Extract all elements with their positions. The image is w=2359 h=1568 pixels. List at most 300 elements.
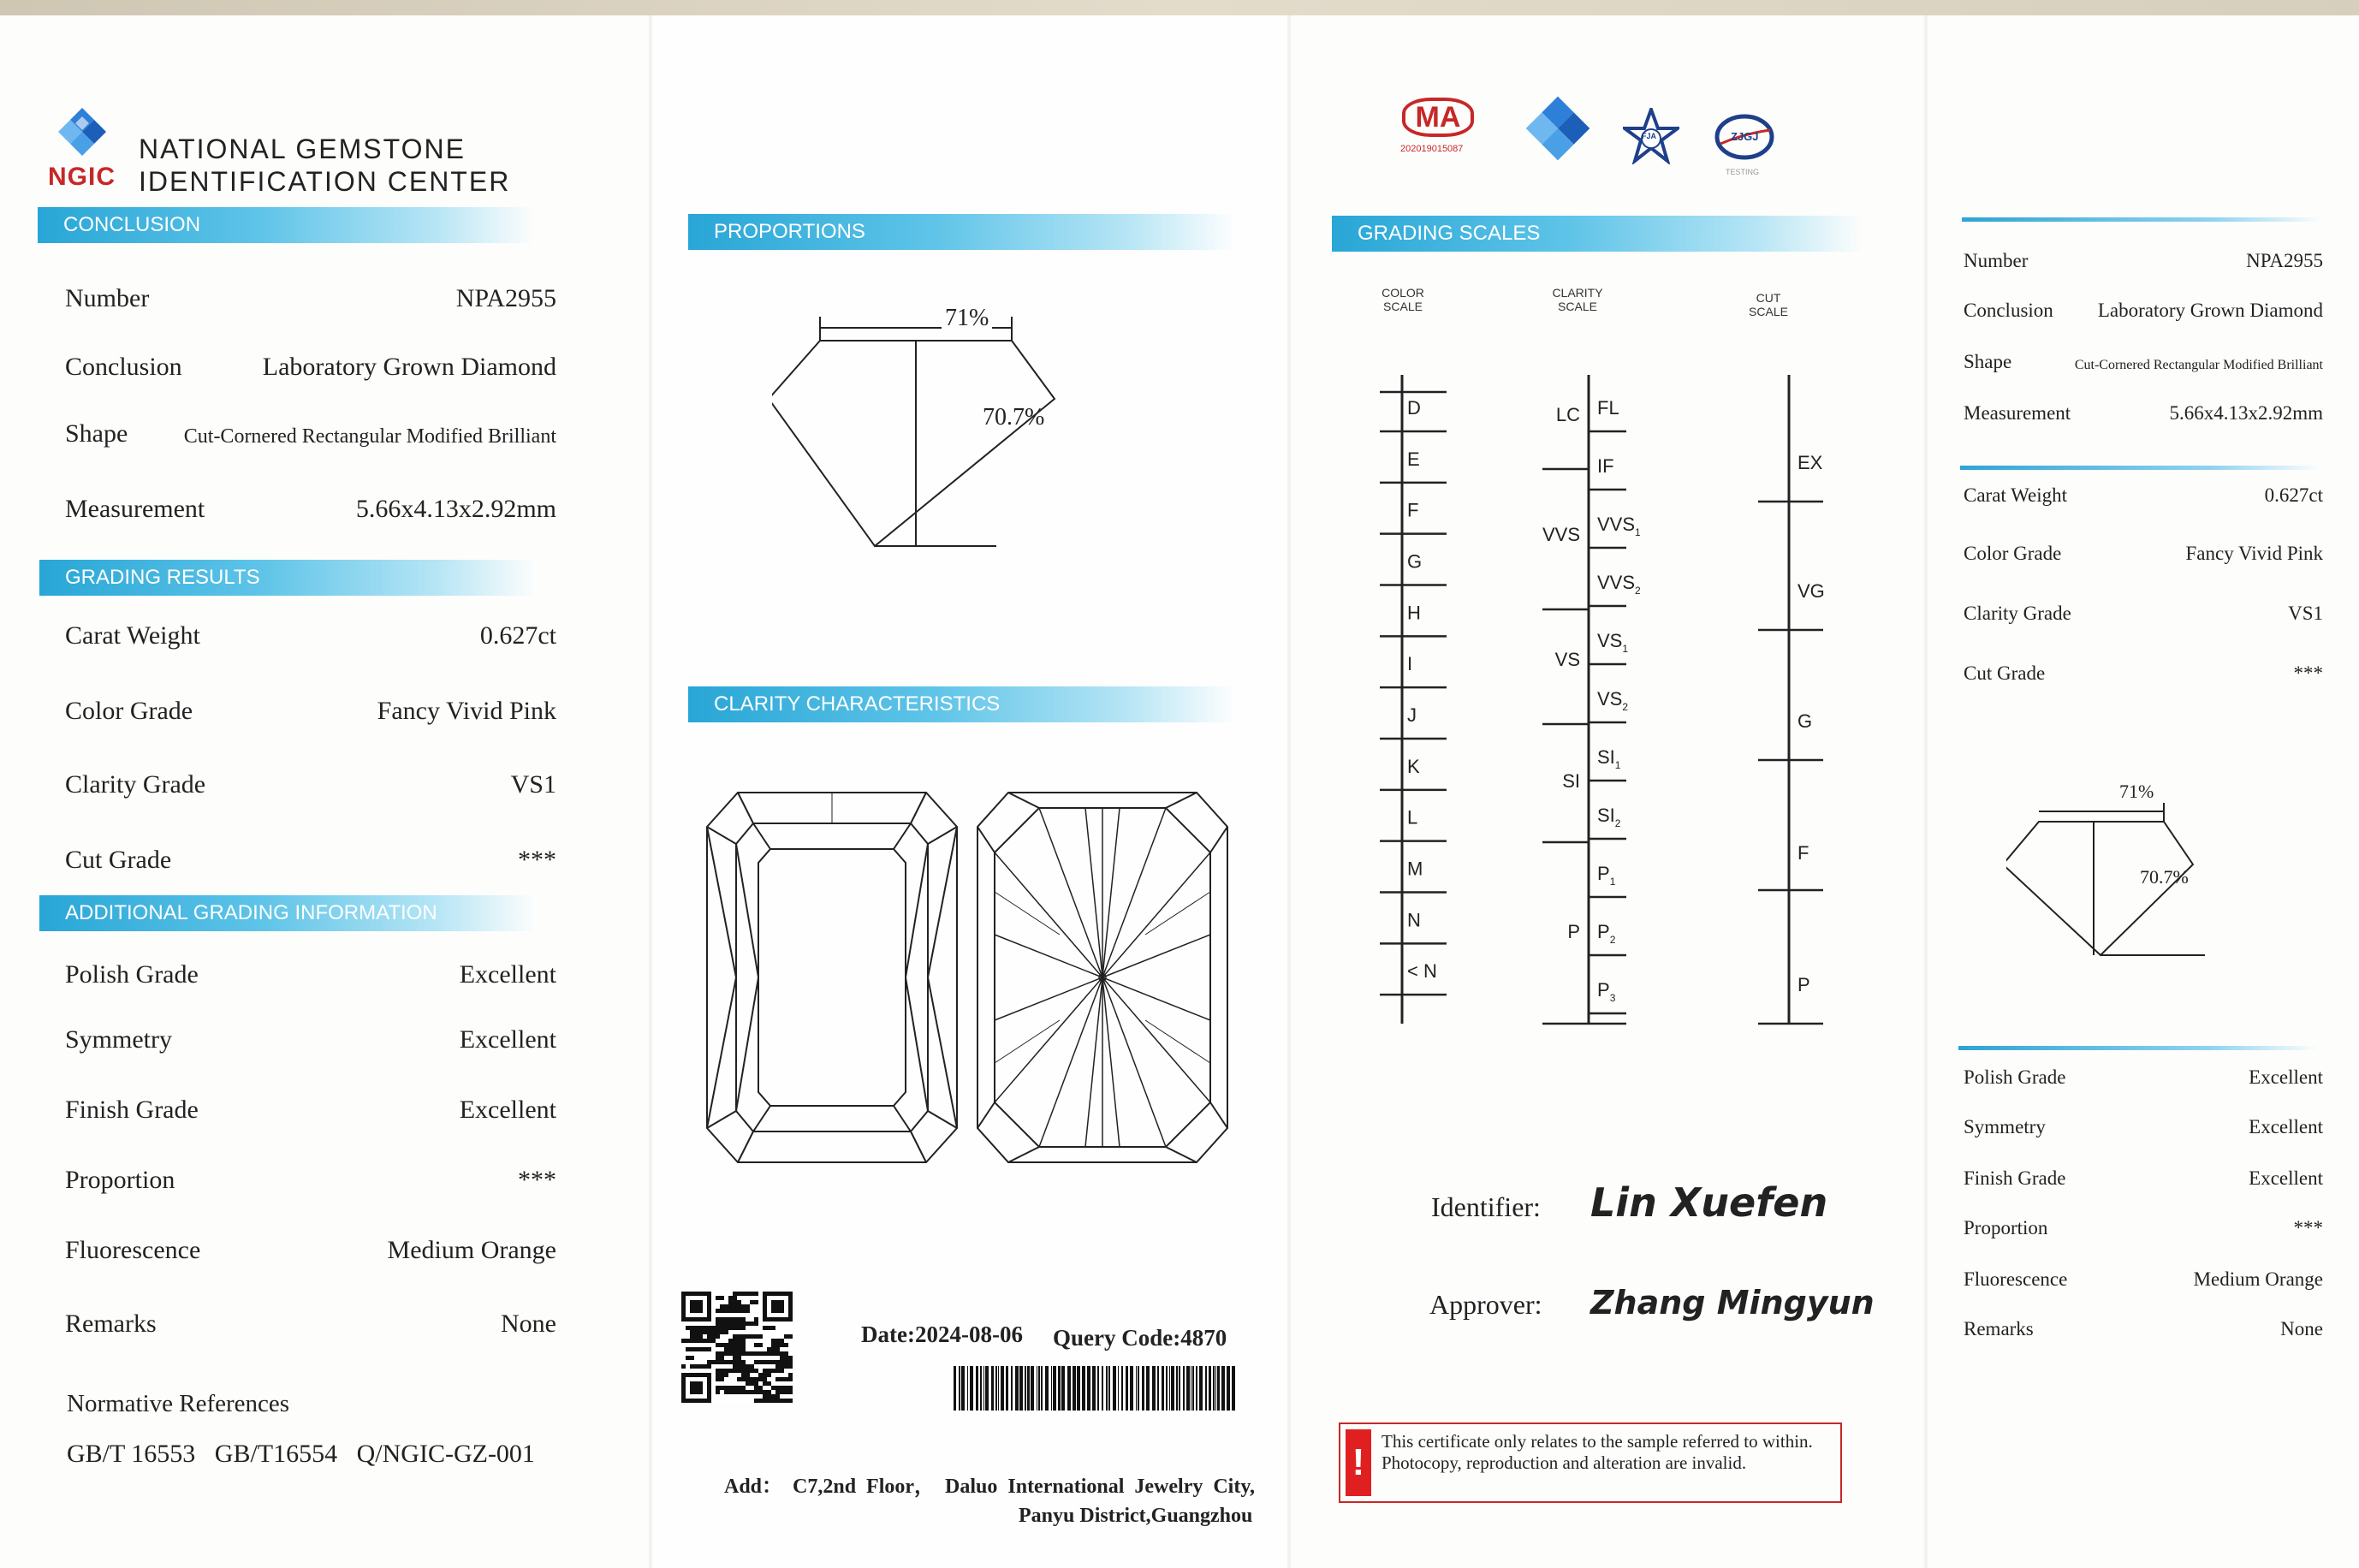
- barcode-bar: [1215, 1366, 1216, 1411]
- qr-module: [716, 1330, 720, 1334]
- field-label: Measurement: [65, 495, 205, 523]
- qr-module: [724, 1326, 728, 1330]
- section-grading-results: GRADING RESULTS: [39, 560, 536, 596]
- field-value: Excellent: [2249, 1066, 2323, 1088]
- barcode-bar: [998, 1366, 999, 1411]
- qr-module: [711, 1360, 716, 1364]
- qr-module: [788, 1373, 793, 1377]
- qr-module: [788, 1364, 793, 1369]
- normative-title: Normative References: [67, 1390, 290, 1417]
- field-row: [1964, 293, 2323, 322]
- field-value: ***: [518, 846, 556, 874]
- qr-module: [733, 1360, 737, 1364]
- approver-label: Approver:: [1429, 1289, 1542, 1320]
- qr-module: [728, 1390, 733, 1394]
- qr-module: [737, 1351, 741, 1356]
- qr-module: [711, 1334, 716, 1339]
- field-value: ***: [518, 1166, 556, 1194]
- field-value: Excellent: [2249, 1116, 2323, 1137]
- qr-module: [724, 1309, 728, 1313]
- org-name-line2: IDENTIFICATION CENTER: [139, 166, 511, 197]
- qr-module: [763, 1381, 767, 1386]
- qr-module: [737, 1347, 741, 1351]
- qr-module: [690, 1330, 694, 1334]
- qr-module: [767, 1369, 771, 1373]
- qr-module: [681, 1364, 686, 1369]
- field-label: Color Grade: [65, 697, 193, 725]
- qr-module: [737, 1356, 741, 1360]
- qr-module: [707, 1364, 711, 1369]
- barcode-bar: [980, 1366, 982, 1411]
- qr-module: [780, 1339, 784, 1343]
- field-row: [1964, 1161, 2323, 1190]
- qr-module: [737, 1386, 741, 1390]
- qr-module: [750, 1351, 754, 1356]
- qr-module: [737, 1304, 741, 1309]
- qr-code[interactable]: [681, 1291, 793, 1404]
- qr-module: [784, 1356, 788, 1360]
- panel-main-report: [0, 15, 649, 1568]
- qr-module: [771, 1399, 775, 1403]
- qr-module: [716, 1386, 720, 1390]
- qr-module: [750, 1334, 754, 1339]
- field-value: Fancy Vivid Pink: [2185, 543, 2323, 564]
- qr-module: [746, 1390, 750, 1394]
- barcode-bar: [1113, 1366, 1116, 1411]
- field-row: [65, 272, 556, 313]
- barcode-bar: [954, 1366, 956, 1411]
- warning-icon: !: [1346, 1429, 1371, 1496]
- field-row: [1964, 1311, 2323, 1340]
- qr-module: [788, 1356, 793, 1360]
- approver-signature: Zhang Mingyun: [1590, 1284, 1875, 1322]
- field-row: [1964, 536, 2323, 565]
- field-label: Proportion: [1964, 1217, 2048, 1238]
- qr-module: [741, 1360, 746, 1364]
- field-value: Laboratory Grown Diamond: [262, 353, 556, 381]
- address-line2: Panyu District,Guangzhou: [1019, 1505, 1253, 1527]
- qr-module: [754, 1334, 758, 1339]
- barcode-bar: [1102, 1366, 1103, 1411]
- field-label: Remarks: [1964, 1318, 2034, 1339]
- field-row: [1964, 344, 2323, 373]
- qr-module: [694, 1339, 698, 1343]
- barcode-bar: [1192, 1366, 1194, 1411]
- qr-module: [716, 1317, 720, 1322]
- field-row: [65, 341, 556, 382]
- qr-module: [698, 1364, 703, 1369]
- summary-table-percent: 71%: [2119, 781, 2154, 802]
- section-proportions: PROPORTIONS: [688, 214, 1236, 250]
- qr-module: [788, 1390, 793, 1394]
- barcode: [954, 1366, 1239, 1411]
- qr-module: [681, 1339, 686, 1343]
- qr-module: [746, 1364, 750, 1369]
- color-grade-label: F: [1407, 499, 1419, 521]
- field-value: Excellent: [2249, 1167, 2323, 1189]
- qr-module: [720, 1369, 724, 1373]
- qr-module: [716, 1351, 720, 1356]
- barcode-bar: [967, 1366, 968, 1411]
- field-row: [65, 948, 556, 989]
- qr-module: [690, 1356, 694, 1360]
- qr-module: [746, 1351, 750, 1356]
- qr-module: [711, 1326, 716, 1330]
- barcode-bar: [1179, 1366, 1180, 1411]
- field-value: None: [2280, 1318, 2323, 1339]
- qr-module: [724, 1360, 728, 1364]
- cut-scale-title: CUT SCALE: [1749, 291, 1788, 318]
- clarity-grade-label: $P_1$: [1597, 863, 1616, 888]
- qr-module: [724, 1322, 728, 1326]
- barcode-bar: [1073, 1366, 1076, 1411]
- qr-module: [720, 1322, 724, 1326]
- qr-module: [771, 1339, 775, 1343]
- qr-module: [694, 1364, 698, 1369]
- field-label: Finish Grade: [65, 1096, 199, 1124]
- qr-module: [746, 1381, 750, 1386]
- qr-module: [737, 1334, 741, 1339]
- qr-module: [698, 1326, 703, 1330]
- qr-module: [780, 1369, 784, 1373]
- qr-module: [763, 1326, 767, 1330]
- qr-module: [763, 1390, 767, 1394]
- qr-module: [733, 1356, 737, 1360]
- qr-module: [780, 1356, 784, 1360]
- cut-grade-label: VG: [1797, 580, 1825, 602]
- qr-module: [690, 1300, 703, 1313]
- qr-module: [754, 1360, 758, 1364]
- qr-module: [784, 1386, 788, 1390]
- qr-module: [763, 1377, 767, 1381]
- qr-module: [775, 1347, 780, 1351]
- qr-module: [758, 1386, 763, 1390]
- barcode-bar: [1051, 1366, 1052, 1411]
- qr-module: [780, 1360, 784, 1364]
- barcode-bar: [1006, 1366, 1008, 1411]
- qr-module: [741, 1317, 746, 1322]
- cut-grade-label: F: [1797, 842, 1809, 864]
- field-value: 5.66x4.13x2.92mm: [2169, 402, 2323, 424]
- barcode-bar: [1199, 1366, 1203, 1411]
- qr-module: [771, 1351, 775, 1356]
- qr-module: [763, 1394, 767, 1399]
- qr-module: [780, 1343, 784, 1347]
- qr-module: [741, 1322, 746, 1326]
- qr-module: [754, 1343, 758, 1347]
- qr-module: [775, 1369, 780, 1373]
- divider: [1962, 217, 2321, 222]
- qr-module: [771, 1386, 775, 1390]
- field-row: [65, 1298, 556, 1339]
- clarity-grade-label: IF: [1597, 455, 1614, 477]
- qr-module: [741, 1364, 746, 1369]
- field-row: [1964, 1210, 2323, 1239]
- field-label: Shape: [1964, 351, 2012, 372]
- field-value: VS1: [2288, 603, 2323, 624]
- qr-module: [707, 1334, 711, 1339]
- barcode-bar: [995, 1366, 997, 1411]
- cut-grade-label: EX: [1797, 452, 1823, 473]
- qr-module: [754, 1292, 758, 1296]
- qr-module: [741, 1292, 746, 1296]
- field-row: [1964, 243, 2323, 272]
- qr-module: [737, 1364, 741, 1369]
- qr-module: [746, 1322, 750, 1326]
- qr-module: [737, 1322, 741, 1326]
- field-label: Carat Weight: [1964, 484, 2067, 506]
- barcode-bar: [1232, 1366, 1235, 1411]
- clarity-grade-label: $SI_1$: [1597, 746, 1621, 771]
- field-label: Fluorescence: [1964, 1268, 2068, 1290]
- section-additional: ADDITIONAL GRADING INFORMATION: [39, 895, 536, 931]
- proportion-diagram: [772, 298, 1149, 555]
- clarity-scale-title: CLARITY SCALE: [1552, 286, 1603, 313]
- qr-module: [720, 1356, 724, 1360]
- barcode-bar: [1045, 1366, 1049, 1411]
- barcode-bar: [1213, 1366, 1215, 1411]
- qr-module: [724, 1373, 728, 1377]
- barcode-bar: [1025, 1366, 1026, 1411]
- ngic-diamond-logo-icon: [1524, 94, 1592, 163]
- qr-module: [775, 1360, 780, 1364]
- qr-module: [690, 1364, 694, 1369]
- clarity-group-label: VS: [1554, 649, 1580, 670]
- qr-module: [720, 1351, 724, 1356]
- qr-module: [771, 1394, 775, 1399]
- clarity-grade-label: $P_3$: [1597, 979, 1616, 1004]
- pavilion-plot-diagram: [974, 789, 1231, 1166]
- qr-module: [728, 1339, 733, 1343]
- qr-module: [698, 1339, 703, 1343]
- color-grade-label: J: [1407, 704, 1417, 726]
- qr-module: [771, 1360, 775, 1364]
- barcode-bar: [991, 1366, 994, 1411]
- qr-module: [758, 1373, 763, 1377]
- cut-grade-label: G: [1797, 710, 1813, 732]
- clarity-grade-label: $VVS_1$: [1597, 514, 1641, 538]
- barcode-bar: [1121, 1366, 1123, 1411]
- qr-module: [784, 1360, 788, 1364]
- crown-plot-diagram: [704, 789, 960, 1166]
- barcode-bar: [1053, 1366, 1056, 1411]
- qr-module: [707, 1347, 711, 1351]
- qr-module: [707, 1360, 711, 1364]
- qr-module: [750, 1292, 754, 1296]
- qr-module: [775, 1399, 780, 1403]
- barcode-bar: [1106, 1366, 1108, 1411]
- field-row: [1964, 395, 2323, 425]
- qr-module: [754, 1386, 758, 1390]
- field-value: Excellent: [459, 960, 556, 989]
- qr-module: [784, 1364, 788, 1369]
- qr-module: [694, 1326, 698, 1330]
- field-value: Excellent: [459, 1025, 556, 1054]
- qr-module: [737, 1309, 741, 1313]
- field-label: Number: [65, 284, 150, 312]
- qr-module: [724, 1304, 728, 1309]
- qr-module: [733, 1369, 737, 1373]
- qr-module: [741, 1334, 746, 1339]
- qr-module: [733, 1317, 737, 1322]
- fja-text: FJA: [1642, 132, 1657, 140]
- qr-module: [690, 1339, 694, 1343]
- barcode-bar: [1087, 1366, 1090, 1411]
- qr-module: [720, 1360, 724, 1364]
- qr-module: [728, 1309, 733, 1313]
- barcode-bar: [1209, 1366, 1211, 1411]
- qr-module: [754, 1369, 758, 1373]
- qr-module: [737, 1343, 741, 1347]
- clarity-grade-label: $VS_2$: [1597, 688, 1629, 713]
- qr-module: [711, 1330, 716, 1334]
- qr-module: [780, 1377, 784, 1381]
- field-label: Symmetry: [65, 1025, 172, 1054]
- qr-module: [746, 1309, 750, 1313]
- field-label: Remarks: [65, 1310, 157, 1338]
- color-scale-title: COLOR SCALE: [1382, 286, 1424, 313]
- qr-module: [771, 1369, 775, 1373]
- barcode-bar: [1038, 1366, 1040, 1411]
- field-row: [1964, 1262, 2323, 1291]
- qr-module: [703, 1330, 707, 1334]
- qr-module: [716, 1296, 720, 1300]
- field-value: Medium Orange: [387, 1236, 556, 1264]
- qr-module: [788, 1334, 793, 1339]
- barcode-bar: [1221, 1366, 1225, 1411]
- qr-module: [754, 1300, 758, 1304]
- qr-module: [728, 1304, 733, 1309]
- barcode-bar: [959, 1366, 960, 1411]
- qr-module: [728, 1369, 733, 1373]
- qr-module: [754, 1390, 758, 1394]
- paper-edge: [0, 0, 2359, 15]
- qr-module: [788, 1360, 793, 1364]
- qr-module: [690, 1381, 703, 1394]
- qr-module: [737, 1360, 741, 1364]
- qr-module: [728, 1326, 733, 1330]
- qr-module: [746, 1377, 750, 1381]
- field-label: Clarity Grade: [1964, 603, 2071, 624]
- barcode-bar: [1138, 1366, 1139, 1411]
- warning-text: This certificate only relates to the sample referred to within. Photocopy, reproduction and alteration are invalid.: [1382, 1431, 1813, 1473]
- qr-module: [741, 1351, 746, 1356]
- qr-module: [758, 1377, 763, 1381]
- qr-module: [703, 1347, 707, 1351]
- qr-module: [750, 1390, 754, 1394]
- barcode-bar: [1061, 1366, 1065, 1411]
- color-grade-label: E: [1407, 448, 1420, 470]
- barcode-bar: [1031, 1366, 1034, 1411]
- barcode-bar: [1108, 1366, 1110, 1411]
- qr-module: [720, 1326, 724, 1330]
- field-row: [65, 483, 556, 524]
- qr-module: [784, 1351, 788, 1356]
- zjgj-text: ZJGJ: [1731, 130, 1759, 143]
- barcode-bar: [961, 1366, 965, 1411]
- barcode-bar: [1118, 1366, 1119, 1411]
- qr-module: [720, 1296, 724, 1300]
- barcode-bar: [1157, 1366, 1159, 1411]
- qr-module: [733, 1364, 737, 1369]
- qr-module: [775, 1343, 780, 1347]
- normative-refs: GB/T 16553 GB/T16554 Q/NGIC-GZ-001: [67, 1440, 535, 1468]
- clarity-group-label: LC: [1555, 404, 1580, 425]
- field-label: Fluorescence: [65, 1236, 201, 1264]
- qr-module: [758, 1399, 763, 1403]
- qr-module: [724, 1369, 728, 1373]
- address-line1: Add： C7,2nd Floor， Daluo International Jewelry City,: [724, 1476, 1256, 1498]
- qr-module: [746, 1334, 750, 1339]
- field-label: Measurement: [1964, 402, 2071, 424]
- qr-module: [686, 1347, 690, 1351]
- barcode-bar: [1092, 1366, 1096, 1411]
- qr-module: [754, 1351, 758, 1356]
- barcode-bar: [983, 1366, 984, 1411]
- field-row: [65, 1154, 556, 1195]
- qr-module: [707, 1330, 711, 1334]
- qr-module: [746, 1304, 750, 1309]
- qr-module: [741, 1326, 746, 1330]
- field-row: [1964, 656, 2323, 685]
- qr-module: [728, 1317, 733, 1322]
- table-percent-label: 71%: [942, 305, 992, 332]
- qr-module: [763, 1369, 767, 1373]
- field-row: [65, 758, 556, 799]
- field-value: Cut-Cornered Rectangular Modified Brilliant: [183, 425, 556, 448]
- field-label: Clarity Grade: [65, 770, 206, 799]
- clarity-group-label: VVS: [1542, 524, 1580, 545]
- qr-module: [767, 1373, 771, 1377]
- clarity-group-label: SI: [1562, 770, 1580, 792]
- field-value: Cut-Cornered Rectangular Modified Brilliant: [2074, 358, 2323, 372]
- barcode-bar: [1146, 1366, 1150, 1411]
- barcode-bar: [1186, 1366, 1190, 1411]
- field-label: Shape: [65, 419, 128, 448]
- qr-module: [741, 1390, 746, 1394]
- barcode-bar: [1097, 1366, 1099, 1411]
- qr-module: [724, 1317, 728, 1322]
- qr-module: [758, 1351, 763, 1356]
- qr-module: [716, 1360, 720, 1364]
- barcode-bar: [1011, 1366, 1013, 1411]
- clarity-grade-label: $SI_2$: [1597, 805, 1621, 829]
- field-value: 0.627ct: [2264, 484, 2323, 506]
- depth-percent-label: 70.7%: [983, 404, 1045, 431]
- qr-module: [716, 1326, 720, 1330]
- qr-module: [698, 1334, 703, 1339]
- qr-module: [763, 1373, 767, 1377]
- qr-module: [750, 1300, 754, 1304]
- qr-module: [767, 1390, 771, 1394]
- summary-depth-percent: 70.7%: [2140, 866, 2189, 888]
- qr-module: [703, 1339, 707, 1343]
- qr-module: [767, 1399, 771, 1403]
- qr-module: [733, 1339, 737, 1343]
- qr-module: [788, 1386, 793, 1390]
- query-code: Query Code:4870: [1053, 1325, 1227, 1351]
- field-label: Proportion: [65, 1166, 175, 1194]
- clarity-grade-label: $P_2$: [1597, 921, 1616, 946]
- qr-module: [775, 1351, 780, 1356]
- qr-module: [716, 1373, 720, 1377]
- qr-module: [750, 1364, 754, 1369]
- qr-module: [728, 1386, 733, 1390]
- qr-module: [741, 1343, 746, 1347]
- qr-module: [754, 1381, 758, 1386]
- section-grading-scales: GRADING SCALES: [1332, 216, 1863, 252]
- qr-module: [746, 1292, 750, 1296]
